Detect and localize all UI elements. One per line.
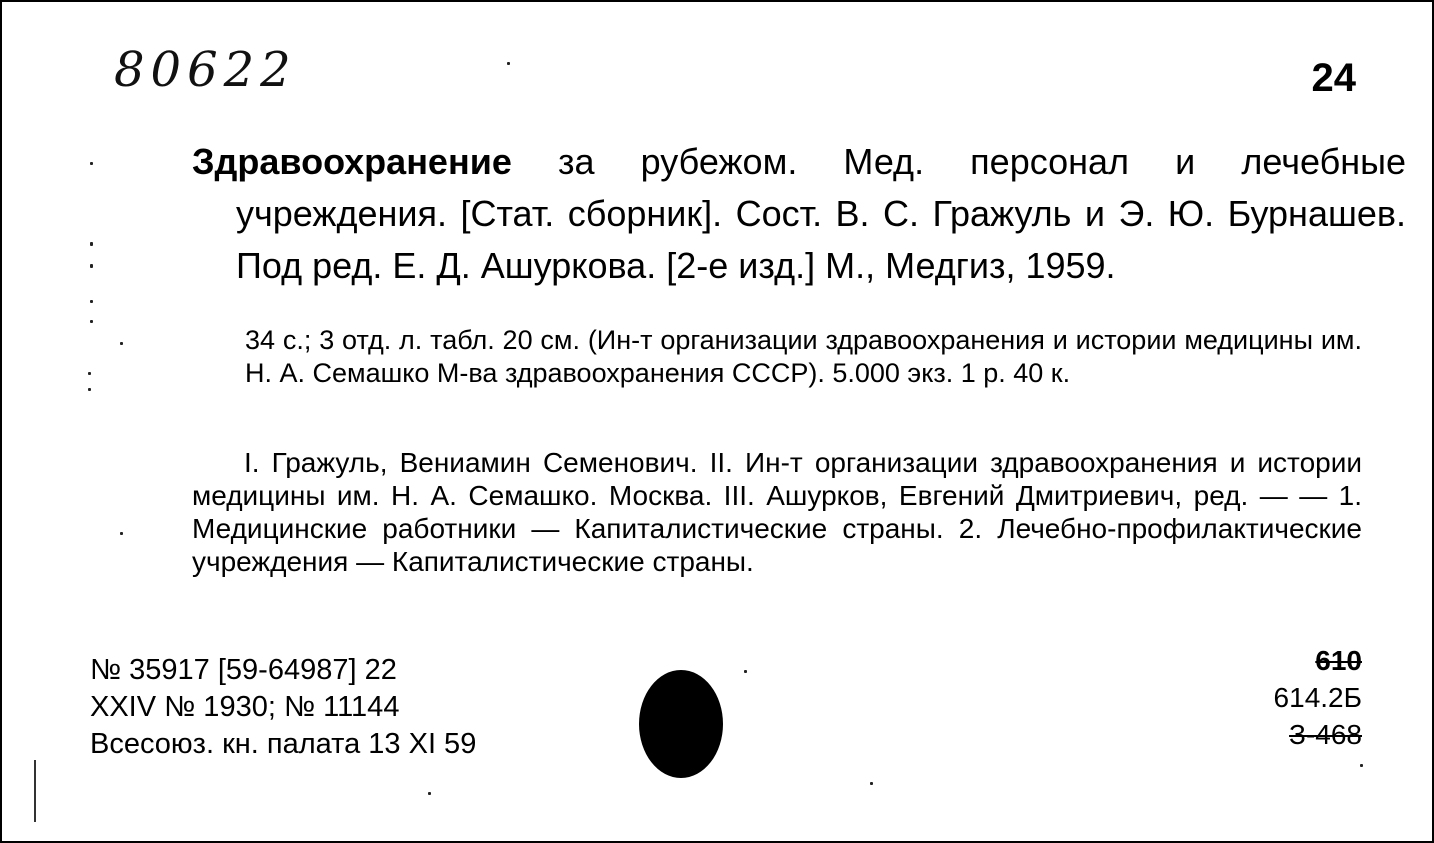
registration-info [90, 652, 476, 763]
scan-speck [90, 320, 93, 323]
scan-speck [90, 300, 93, 303]
punch-hole [639, 670, 723, 778]
main-entry-heading: Здравоохранение [192, 141, 512, 182]
subject-tracings: I. Гражуль, Вениамин Семенович. II. Ин-т организации здравоохранения и истории медицины им. Н. А. Семашко. Москва. III. Ашурков, Евгений Дмитриевич, ред. — — 1. Медицинские работники — Капиталистические страны. 2. Лечебно-профилактические учреждения — Капиталистические страны. [192, 447, 1362, 577]
card-number: 24 [1311, 56, 1356, 100]
classification-numbers [1274, 642, 1362, 753]
scan-speck [120, 532, 123, 535]
scan-speck [507, 62, 510, 65]
scan-speck [120, 342, 123, 345]
classification-crossed-bottom: З-468 [1289, 719, 1362, 750]
classification-crossed-top: 610 [1315, 645, 1362, 676]
scan-speck [870, 782, 873, 785]
main-entry-text: за рубежом. Мед. персонал и лечебные учреждения. [Стат. сборник]. Сост. В. С. Гражуль и Э. Ю. Бурнашев. Под ред. Е. Д. Ашуркова. [2-е изд.] М., Медгиз, 1959. [236, 141, 1406, 286]
handwritten-accession-number: 80622 [114, 42, 297, 98]
scan-speck [428, 792, 431, 795]
classification-current: 614.2Б [1273, 682, 1362, 713]
scan-speck [744, 670, 747, 673]
registration-line: № 35917 [59-64987] 22 [90, 654, 397, 686]
scan-mark [34, 760, 36, 822]
scan-speck [90, 242, 93, 246]
collation-note: 34 с.; 3 отд. л. табл. 20 см. (Ин-т организации здравоохранения и истории медицины им. Н. А. Семашко М-ва здравоохранения СССР). 5.000 экз. 1 р. 40 к. [245, 325, 1362, 388]
scan-speck [90, 162, 93, 165]
registration-line: XXIV № 1930; № 11144 [90, 691, 400, 723]
scan-speck [1360, 764, 1363, 767]
scan-speck [90, 264, 93, 268]
registration-line: Всесоюз. кн. палата 13 XI 59 [90, 728, 477, 760]
scan-speck [88, 372, 91, 375]
main-entry [192, 136, 1406, 292]
scan-speck [88, 388, 91, 391]
